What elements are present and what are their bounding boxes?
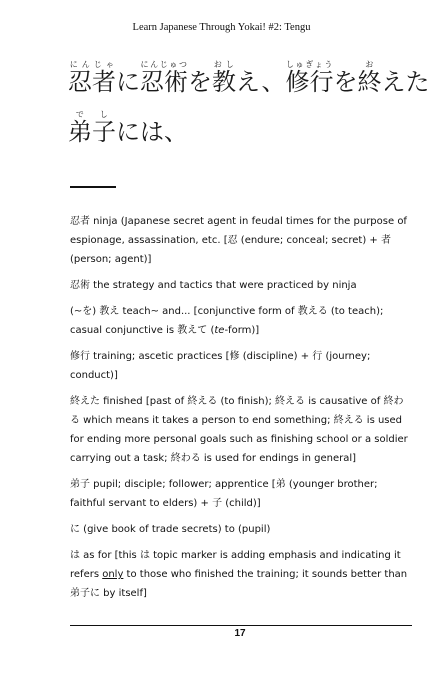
word-oshie: 教おし: [212, 60, 236, 96]
word-oeta: 終お: [357, 60, 382, 96]
japanese-sentence-line-1: [68, 60, 429, 94]
gloss-entry-ni: に (give book of trade secrets) to (pupil): [70, 524, 271, 535]
particle: には、: [116, 118, 188, 146]
particle: を: [188, 68, 212, 96]
word-ninja: 忍者にんじゃ: [68, 60, 116, 96]
okurigana: え、: [236, 68, 286, 96]
word-deshi: 弟子でし: [68, 110, 116, 146]
running-header: Learn Japanese Through Yokai! #2: Tengu: [132, 22, 311, 33]
gloss-entry-ninjutsu: 忍術 the strategy and tactics that were practiced by ninja: [70, 280, 357, 291]
footer-divider: [70, 625, 412, 626]
word-ninjutsu: 忍術にんじゅつ: [140, 60, 188, 96]
page-number: 17: [234, 628, 246, 639]
gloss-entry-deshi: 弟子 pupil; disciple; follower; apprentice [弟 (younger brother; faithful servant to elders) + 子 (child)]: [70, 479, 378, 509]
okurigana: えた: [381, 68, 430, 96]
word-shugyou: 修行しゅぎょう: [285, 60, 334, 96]
gloss-entry-wa: は as for [this は topic marker is adding emphasis and indicating it refers only to those who finished the training; it sounds better than 弟子に by itself]: [70, 550, 408, 599]
section-divider: [70, 186, 116, 188]
particle: に: [116, 68, 140, 96]
gloss-entry-oshie: (~を) 教え teach~ and... [conjunctive form of 教える (to teach); casual conjunctive is 教えて (te-form)]: [70, 306, 384, 336]
gloss-entry-oeta: 終えた finished [past of 終える (to finish); 終える is causative of 終わる which means it takes a person to end something; 終える is used for ending more personal goals such as finishing school or a soldier carrying out a task; 終わる is used for endings in general]: [70, 396, 408, 464]
japanese-sentence-line-2: [68, 110, 188, 144]
gloss-entry-shugyou: 修行 training; ascetic practices [修 (discipline) + 行 (journey; conduct)]: [70, 351, 371, 381]
glossary: [70, 212, 410, 610]
particle: を: [333, 68, 358, 96]
gloss-entry-ninja: 忍者 ninja (Japanese secret agent in feudal times for the purpose of espionage, assassination, etc. [忍 (endure; conceal; secret) + 者 (person; agent)]: [70, 216, 407, 265]
